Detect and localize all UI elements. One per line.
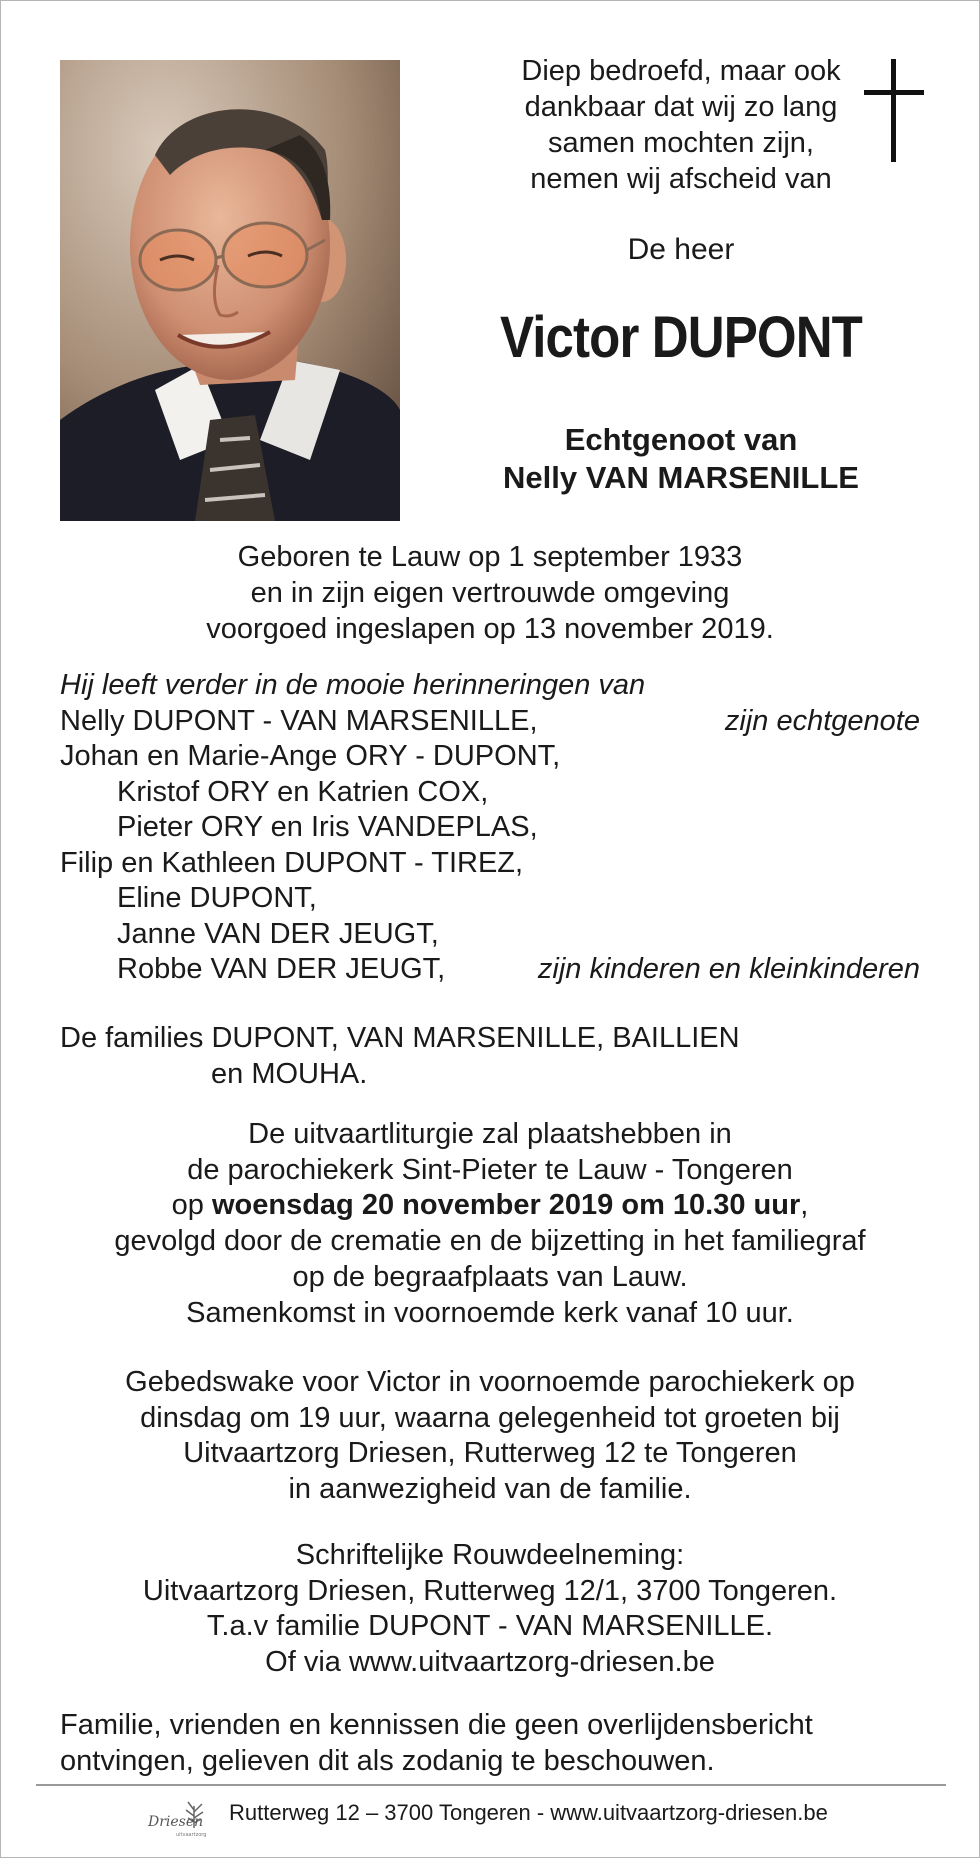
portrait-photo: [60, 60, 400, 521]
vigil-line: dinsdag om 19 uur, waarna gelegenheid tot groeten bij: [140, 1401, 840, 1434]
birth-line: Geboren te Lauw op 1 september 1933: [237, 541, 743, 573]
funeral-date-line: [1, 1188, 979, 1224]
funeral-line: gevolgd door de crematie en de bijzetting in het familiegraf: [114, 1225, 866, 1258]
funeral-date-suffix: ,: [800, 1189, 809, 1222]
survivor-row: [60, 704, 920, 740]
survivor-name: Eline DUPONT,: [117, 882, 317, 914]
funeral-info: [1, 1117, 979, 1331]
logo-subtext: uitvaartzorg: [176, 1832, 207, 1838]
families-line: en MOUHA.: [211, 1058, 368, 1090]
families-block: [60, 1020, 920, 1092]
spouse-label: Echtgenoot van: [564, 422, 798, 457]
birth-line: voorgoed ingeslapen op 13 november 2019.: [206, 613, 774, 645]
intro-line: samen mochten zijn,: [548, 127, 814, 159]
funeral-line: Samenkomst in voornoemde kerk vanaf 10 uur.: [186, 1296, 794, 1329]
vigil-line: Uitvaartzorg Driesen, Rutterweg 12 te Tongeren: [183, 1437, 797, 1470]
condolence-info: [1, 1538, 979, 1681]
survivor-name: Janne VAN DER JEUGT,: [117, 917, 439, 950]
closing-line: ontvingen, gelieven dit als zodanig te beschouwen.: [60, 1744, 715, 1777]
footer-divider: [36, 1784, 946, 1786]
survivor-row: [60, 952, 920, 988]
survivor-role: zijn echtgenote: [724, 704, 920, 737]
logo-text: Driesen: [148, 1814, 204, 1830]
deceased-name: Victor DUPONT: [500, 305, 862, 370]
birth-line: en in zijn eigen vertrouwde omgeving: [250, 577, 730, 609]
survivors-list: [60, 668, 920, 988]
spouse-block: [433, 421, 929, 497]
survivor-row: [60, 881, 920, 917]
intro-line: nemen wij afscheid van: [530, 163, 832, 195]
survivor-row: [60, 917, 920, 953]
survivor-name: Kristof ORY en Katrien COX,: [117, 775, 489, 808]
survivor-name: Robbe VAN DER JEUGT,: [117, 953, 446, 985]
survivor-row: [60, 810, 920, 846]
portrait-illustration: [60, 60, 400, 521]
condolence-line: T.a.v familie DUPONT - VAN MARSENILLE.: [206, 1610, 774, 1643]
funeral-line: op de begraafplaats van Lauw.: [292, 1260, 688, 1293]
survivor-name: Johan en Marie-Ange ORY - DUPONT,: [60, 740, 561, 772]
vigil-info: [1, 1365, 979, 1508]
vigil-line: in aanwezigheid van de familie.: [288, 1473, 692, 1506]
families-line: De families DUPONT, VAN MARSENILLE, BAILLIEN: [60, 1022, 740, 1054]
funeral-date-prefix: op: [171, 1189, 212, 1222]
survivor-row: [60, 739, 920, 775]
survivor-row: [60, 846, 920, 882]
survivor-name: Pieter ORY en Iris VANDEPLAS,: [117, 811, 538, 843]
condolence-line: Schriftelijke Rouwdeelneming:: [295, 1539, 685, 1571]
vigil-line: Gebedswake voor Victor in voornoemde parochiekerk op: [125, 1366, 855, 1398]
condolence-line: Uitvaartzorg Driesen, Rutterweg 12/1, 3700 Tongeren.: [142, 1574, 838, 1607]
birth-death-info: [1, 539, 979, 647]
salutation: De heer: [627, 233, 735, 266]
closing-note: [60, 1708, 920, 1779]
intro-line: Diep bedroefd, maar ook: [521, 55, 841, 87]
spouse-name: Nelly VAN MARSENILLE: [503, 460, 859, 495]
intro-line: dankbaar dat wij zo lang: [524, 91, 838, 123]
funeral-line: de parochiekerk Sint-Pieter te Lauw - Tongeren: [187, 1153, 793, 1186]
survivor-name: Nelly DUPONT - VAN MARSENILLE,: [60, 704, 538, 737]
survivor-role: zijn kinderen en kleinkinderen: [537, 953, 920, 985]
survivor-name: Filip en Kathleen DUPONT - TIREZ,: [60, 846, 524, 879]
survivors-heading: Hij leeft verder in de mooie herinneringen van: [60, 669, 646, 701]
funeral-line: De uitvaartliturgie zal plaatshebben in: [248, 1118, 732, 1150]
funeral-date: woensdag 20 november 2019 om 10.30 uur: [211, 1189, 801, 1222]
closing-line: Familie, vrienden en kennissen die geen overlijdensbericht: [60, 1709, 813, 1741]
survivor-row: [60, 775, 920, 811]
footer-address[interactable]: Rutterweg 12 – 3700 Tongeren - www.uitvaartzorg-driesen.be: [229, 1800, 828, 1825]
condolence-link[interactable]: Of via www.uitvaartzorg-driesen.be: [265, 1646, 715, 1679]
intro-text: [433, 53, 929, 197]
driesen-logo: [146, 1798, 211, 1840]
